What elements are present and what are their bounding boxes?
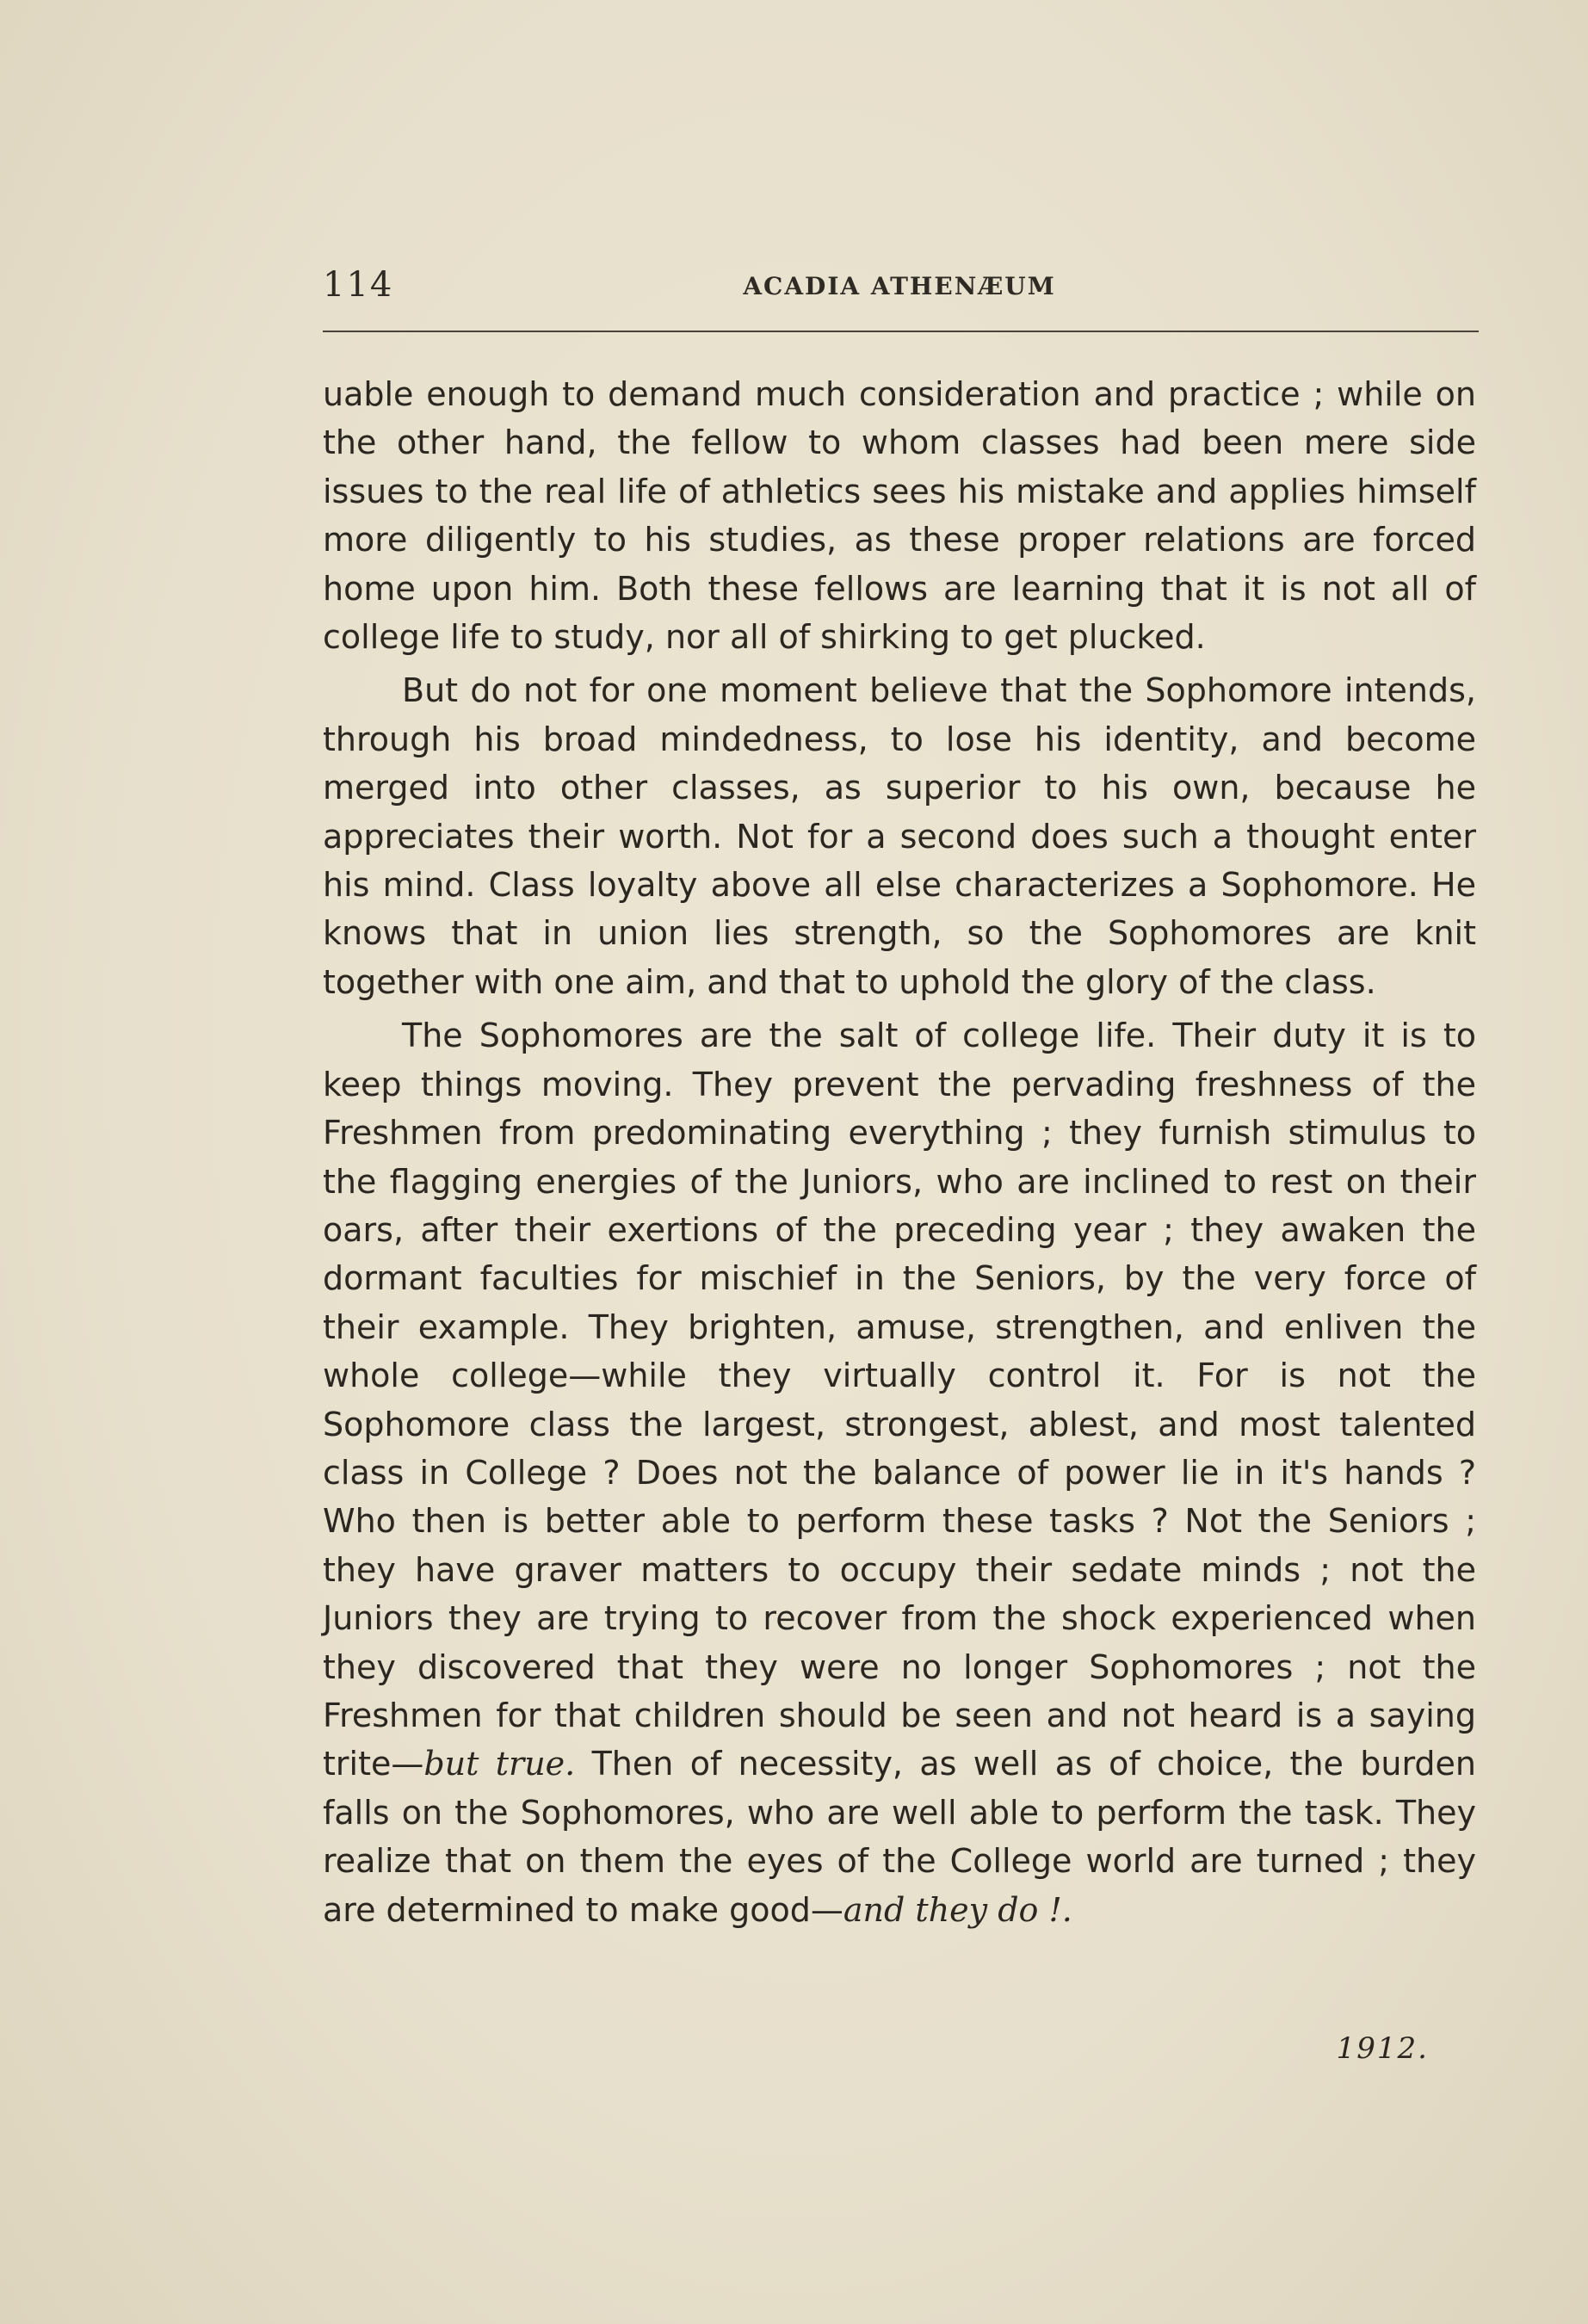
body-text [323, 370, 1476, 1934]
paragraph-3-text-start: The Sophomores are the salt of college life. Their duty it is to keep things moving. They prevent the pervading freshness of the Freshmen from predominating everything ; they furnish stimulus to the flagging energies of the Juniors, who are inclined to rest on their oars, after their exertions of the preceding year ; they awaken the dormant faculties for mischief in the Seniors, by the very force of their example. They brighten, amuse, strengthen, and enliven the whole college—while they virtually control it. For is not the Sophomore class the largest, strongest, ablest, and most talented class in College ? Does not the balance of power lie in it's hands ? Who then is better able to perform these tasks ? Not the Seniors ; they have graver matters to occupy their sedate minds ; not the Juniors they are trying to recover from the shock experienced when they discovered that they were no longer Sophomores ; not the Freshmen for that children should be seen and not heard is a saying trite— [323, 1017, 1476, 1783]
paragraph-2: But do not for one moment believe that the Sophomore intends, through his broad mindedness, to lose his identity, and become merged into other classes, as superior to his own, because he appreciates their worth. Not for a second does such a thought enter his mind. Class loyalty above all else characterizes a Sophomore. He knows that in union lies strength, so the Sophomores are knit together with one aim, and that to uphold the glory of the class. [323, 671, 1476, 1001]
paragraph-3 [323, 1011, 1476, 1934]
page-number: 114 [323, 265, 394, 305]
italic-phrase-but-true: but true. [423, 1745, 576, 1783]
page-header [323, 265, 1476, 317]
italic-phrase-and-they-do: and they do !. [843, 1890, 1072, 1929]
paragraph-3-text-middle: Then of necessity, as well as of choice, the burden falls on the Sophomores, who are well able to perform the task. They realize that on them the eyes of the College world are turned ; they are determined to make good— [323, 1745, 1477, 1929]
header-rule [323, 331, 1479, 332]
paragraph-1: uable enough to demand much consideration and practice ; while on the other hand, the fellow to whom classes had been mere side issues to the real life of athletics sees his mistake and applies himself more diligently to his studies, as these proper relations are forced home upon him. Both these fellows are learning that it is not all of college life to study, nor all of shirking to get plucked. [323, 375, 1476, 657]
signature-class-year: 1912. [1336, 2031, 1429, 2066]
running-head: ACADIA ATHENÆUM [743, 272, 1056, 300]
